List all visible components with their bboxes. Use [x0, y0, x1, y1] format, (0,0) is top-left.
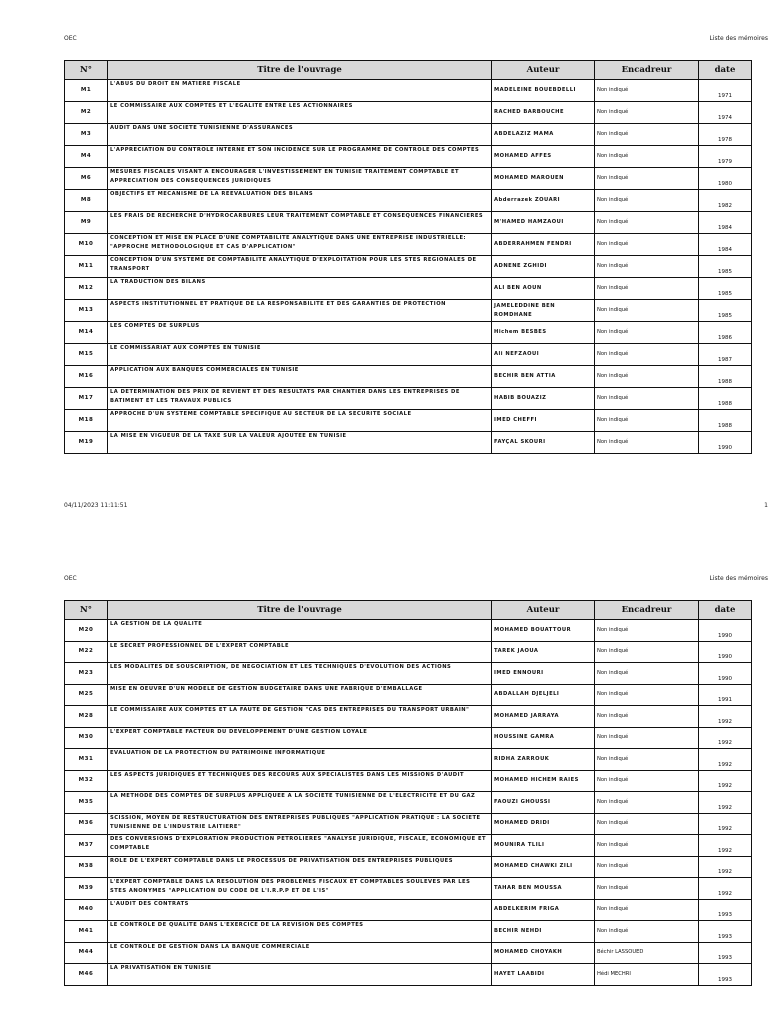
row-title: CONCEPTION D'UN SYSTEME DE COMPTABILITE ANALYTIQUE D'EXPLOITATION POUR LES STES REGIONALES DE TRANSPORT: [108, 256, 492, 278]
row-author: MADELEINE BOUEBDELLI: [492, 80, 595, 102]
footer-timestamp: 04/11/2023 11:11:51: [64, 502, 128, 509]
row-number: M39: [65, 878, 108, 900]
row-supervisor: Non indiqué: [595, 388, 699, 410]
table-row: [65, 921, 752, 943]
row-date: 1984: [699, 234, 752, 256]
table-row: [65, 80, 752, 102]
row-number: M3: [65, 124, 108, 146]
table-row: [65, 190, 752, 212]
row-supervisor: Non indiqué: [595, 878, 699, 900]
row-supervisor: Non indiqué: [595, 124, 699, 146]
row-author: TAREK JAOUA: [492, 641, 595, 663]
row-date: 1982: [699, 190, 752, 212]
row-supervisor: Non indiqué: [595, 168, 699, 190]
row-author: ABDELAZIZ MAMA: [492, 124, 595, 146]
row-number: M35: [65, 792, 108, 814]
row-date: 1992: [699, 770, 752, 792]
row-date: 1987: [699, 344, 752, 366]
table-row: [65, 344, 752, 366]
row-title: LA MISE EN VIGUEUR DE LA TAXE SUR LA VALEUR AJOUTEE EN TUNISIE: [108, 432, 492, 454]
row-title: LES COMPTES DE SURPLUS: [108, 322, 492, 344]
row-author: HAYET LAABIDI: [492, 964, 595, 986]
memoires-table-2: [64, 600, 752, 986]
row-title: L'APPRECIATION DU CONTROLE INTERNE ET SON INCIDENCE SUR LE PROGRAMME DE CONTROLE DES COMPTES: [108, 146, 492, 168]
row-date: 1988: [699, 366, 752, 388]
row-author: MOHAMED AFFES: [492, 146, 595, 168]
row-number: M32: [65, 770, 108, 792]
row-date: 1991: [699, 684, 752, 706]
row-number: M25: [65, 684, 108, 706]
row-number: M9: [65, 212, 108, 234]
row-date: 1985: [699, 256, 752, 278]
row-number: M6: [65, 168, 108, 190]
row-date: 1990: [699, 620, 752, 642]
table-row: [65, 856, 752, 878]
col-header-author: Auteur: [492, 601, 595, 620]
row-number: M31: [65, 749, 108, 771]
row-supervisor: Non indiqué: [595, 102, 699, 124]
table-row: [65, 813, 752, 835]
row-supervisor: Non indiqué: [595, 322, 699, 344]
row-title: LE SECRET PROFESSIONNEL DE L'EXPERT COMPTABLE: [108, 641, 492, 663]
row-title: LA DETERMINATION DES PRIX DE REVIENT ET DES RESULTATS PAR CHANTIER DANS LES ENTREPRISES DE BATIMENT ET LES TRAVAUX PUBLICS: [108, 388, 492, 410]
row-supervisor: Non indiqué: [595, 921, 699, 943]
footer-page-number: 1: [764, 502, 768, 509]
table-row: [65, 168, 752, 190]
table-row: [65, 234, 752, 256]
row-number: M20: [65, 620, 108, 642]
row-date: 1984: [699, 212, 752, 234]
row-supervisor: Non indiqué: [595, 727, 699, 749]
row-supervisor: Non indiqué: [595, 835, 699, 857]
row-number: M22: [65, 641, 108, 663]
row-author: RACHED BARBOUCHE: [492, 102, 595, 124]
row-date: 1971: [699, 80, 752, 102]
table-body: [65, 620, 752, 986]
row-number: M11: [65, 256, 108, 278]
row-number: M30: [65, 727, 108, 749]
row-title: LE COMMISSAIRE AUX COMPTES ET L'EGALITE ENTRE LES ACTIONNAIRES: [108, 102, 492, 124]
row-supervisor: Non indiqué: [595, 792, 699, 814]
row-author: ABDERRAHMEN FENDRI: [492, 234, 595, 256]
row-date: 1993: [699, 899, 752, 921]
row-date: 1993: [699, 921, 752, 943]
row-supervisor: Non indiqué: [595, 278, 699, 300]
row-number: M19: [65, 432, 108, 454]
table-row: [65, 146, 752, 168]
row-supervisor: Non indiqué: [595, 256, 699, 278]
row-author: IMED ENNOURI: [492, 663, 595, 685]
row-author: HOUSSINE GAMRA: [492, 727, 595, 749]
row-number: M38: [65, 856, 108, 878]
row-supervisor: Non indiqué: [595, 366, 699, 388]
row-number: M2: [65, 102, 108, 124]
table-row: [65, 878, 752, 900]
doc-title: Liste des mémoires: [709, 35, 768, 42]
row-title: ROLE DE L'EXPERT COMPTABLE DANS LE PROCESSUS DE PRIVATISATION DES ENTREPRISES PUBLIQUES: [108, 856, 492, 878]
row-supervisor: Non indiqué: [595, 234, 699, 256]
row-date: 1990: [699, 663, 752, 685]
row-author: ABDALLAH DJELJELI: [492, 684, 595, 706]
col-header-supervisor: Encadreur: [595, 601, 699, 620]
row-date: 1986: [699, 322, 752, 344]
row-date: 1979: [699, 146, 752, 168]
row-title: L'AUDIT DES CONTRATS: [108, 899, 492, 921]
table-row: [65, 835, 752, 857]
table-row: [65, 641, 752, 663]
table-row: [65, 410, 752, 432]
row-date: 1992: [699, 727, 752, 749]
table-row: [65, 942, 752, 964]
row-number: M36: [65, 813, 108, 835]
row-title: L'ABUS DU DROIT EN MATIERE FISCALE: [108, 80, 492, 102]
row-number: M16: [65, 366, 108, 388]
row-supervisor: Non indiqué: [595, 899, 699, 921]
row-date: 1988: [699, 388, 752, 410]
row-supervisor: Non indiqué: [595, 410, 699, 432]
org-label: OEC: [64, 575, 77, 582]
row-author: Ali NEFZAOUI: [492, 344, 595, 366]
table-row: [65, 792, 752, 814]
row-date: 1992: [699, 792, 752, 814]
row-author: MOHAMED HICHEM RAIES: [492, 770, 595, 792]
row-title: MESURES FISCALES VISANT A ENCOURAGER L'INVESTISSEMENT EN TUNISIE TRAITEMENT COMPTABLE ET APPRECIATION DES CONSEQUENCES JURIDIQUES: [108, 168, 492, 190]
row-title: LE COMMISSARIAT AUX COMPTES EN TUNISIE: [108, 344, 492, 366]
row-date: 1993: [699, 942, 752, 964]
table-row: [65, 256, 752, 278]
row-date: 1978: [699, 124, 752, 146]
row-title: LES MODALITES DE SOUSCRIPTION, DE NEGOCIATION ET LES TECHNIQUES D'EVOLUTION DES ACTIONS: [108, 663, 492, 685]
table-row: [65, 278, 752, 300]
row-title: LA TRADUCTION DES BILANS: [108, 278, 492, 300]
row-number: M40: [65, 899, 108, 921]
row-supervisor: Non indiqué: [595, 663, 699, 685]
table-row: [65, 684, 752, 706]
row-author: IMED CHEFFI: [492, 410, 595, 432]
table-row: [65, 620, 752, 642]
row-title: OBJECTIFS ET MECANISME DE LA REEVALUATION DES BILANS: [108, 190, 492, 212]
row-date: 1985: [699, 300, 752, 322]
row-supervisor: Non indiqué: [595, 190, 699, 212]
row-supervisor: Non indiqué: [595, 146, 699, 168]
row-supervisor: Non indiqué: [595, 80, 699, 102]
row-supervisor: Hédi MECHRI: [595, 964, 699, 986]
row-date: 1992: [699, 835, 752, 857]
row-date: 1990: [699, 432, 752, 454]
row-supervisor: Non indiqué: [595, 620, 699, 642]
table-row: [65, 322, 752, 344]
row-number: M15: [65, 344, 108, 366]
row-title: LE CONTROLE DE GESTION DANS LA BANQUE COMMERCIALE: [108, 942, 492, 964]
row-author: BECHIR BEN ATTIA: [492, 366, 595, 388]
table-row: [65, 964, 752, 986]
doc-title: Liste des mémoires: [709, 575, 768, 582]
row-author: MOHAMED MAROUEN: [492, 168, 595, 190]
row-number: M28: [65, 706, 108, 728]
org-label: OEC: [64, 35, 77, 42]
row-number: M17: [65, 388, 108, 410]
row-number: M41: [65, 921, 108, 943]
row-number: M37: [65, 835, 108, 857]
row-title: LES ASPECTS JURIDIQUES ET TECHNIQUES DES RECOURS AUX SPECIALISTES DANS LES MISSIONS D'AUDIT: [108, 770, 492, 792]
table-row: [65, 749, 752, 771]
row-supervisor: Béchir LASSOUED: [595, 942, 699, 964]
row-number: M8: [65, 190, 108, 212]
row-date: 1988: [699, 410, 752, 432]
col-header-title: Titre de l'ouvrage: [108, 61, 492, 80]
row-supervisor: Non indiqué: [595, 300, 699, 322]
row-date: 1992: [699, 878, 752, 900]
table-row: [65, 706, 752, 728]
row-supervisor: Non indiqué: [595, 856, 699, 878]
row-supervisor: Non indiqué: [595, 684, 699, 706]
page-2: [0, 560, 768, 1024]
table-row: [65, 300, 752, 322]
row-author: ADNENE ZGHIDI: [492, 256, 595, 278]
row-author: MOHAMED JARRAYA: [492, 706, 595, 728]
row-supervisor: Non indiqué: [595, 344, 699, 366]
col-header-num: N°: [65, 61, 108, 80]
row-date: 1992: [699, 749, 752, 771]
row-title: CONCEPTION ET MISE EN PLACE D'UNE COMPTABILITE ANALYTIQUE DANS UNE ENTREPRISE INDUSTRIELLE: "APPROCHE METHODOLOGIQUE ET CAS D'APPLICATION": [108, 234, 492, 256]
row-title: SCISSION, MOYEN DE RESTRUCTURATION DES ENTREPRISES PUBLIQUES "APPLICATION PRATIQUE : LA SOCIETE TUNISIENNE DE L'INDUSTRIE LAITIERE": [108, 813, 492, 835]
table-row: [65, 212, 752, 234]
row-supervisor: Non indiqué: [595, 212, 699, 234]
row-date: 1992: [699, 706, 752, 728]
row-author: MOUNIRA TLILI: [492, 835, 595, 857]
row-title: LA GESTION DE LA QUALITE: [108, 620, 492, 642]
row-supervisor: Non indiqué: [595, 749, 699, 771]
row-author: MOHAMED BOUATTOUR: [492, 620, 595, 642]
row-author: JAMELEDDINE BEN ROMDHANE: [492, 300, 595, 322]
row-number: M13: [65, 300, 108, 322]
row-title: DES CONVERSIONS D'EXPLORATION PRODUCTION PETROLIERES "ANALYSE JURIDIQUE, FISCALE, ECONOMIQUE ET COMPTABLE: [108, 835, 492, 857]
col-header-supervisor: Encadreur: [595, 61, 699, 80]
row-supervisor: Non indiqué: [595, 813, 699, 835]
row-title: L'EXPERT COMPTABLE DANS LA RESOLUTION DES PROBLEMES FISCAUX ET COMPTABLES SOULEVES PAR LES STES ANONYMES "APPLICATION DU CODE DE L'I.R.P.P ET DE L'IS": [108, 878, 492, 900]
row-title: L'EXPERT COMPTABLE FACTEUR DU DEVELOPPEMENT D'UNE GESTION LOYALE: [108, 727, 492, 749]
table-row: [65, 366, 752, 388]
table-header-row: [65, 601, 752, 620]
row-author: Hichem BESBES: [492, 322, 595, 344]
row-title: ASPECTS INSTITUTIONNEL ET PRATIQUE DE LA RESPONSABILITE ET DES GARANTIES DE PROTECTION: [108, 300, 492, 322]
table-row: [65, 388, 752, 410]
row-author: M'HAMED HAMZAOUI: [492, 212, 595, 234]
row-number: M1: [65, 80, 108, 102]
row-author: Abderrazek ZOUARI: [492, 190, 595, 212]
row-date: 1990: [699, 641, 752, 663]
row-date: 1992: [699, 813, 752, 835]
table-body: [65, 80, 752, 454]
col-header-title: Titre de l'ouvrage: [108, 601, 492, 620]
row-number: M10: [65, 234, 108, 256]
row-title: AUDIT DANS UNE SOCIETE TUNISIENNE D'ASSURANCES: [108, 124, 492, 146]
row-number: M44: [65, 942, 108, 964]
row-date: 1992: [699, 856, 752, 878]
row-author: MOHAMED DRIDI: [492, 813, 595, 835]
col-header-date: date: [699, 601, 752, 620]
memoires-table-1: [64, 60, 752, 454]
row-author: FAOUZI GHOUSSI: [492, 792, 595, 814]
row-author: BECHIR NEHDI: [492, 921, 595, 943]
table-row: [65, 899, 752, 921]
row-author: ABDELKERIM FRIGA: [492, 899, 595, 921]
row-supervisor: Non indiqué: [595, 770, 699, 792]
col-header-date: date: [699, 61, 752, 80]
row-title: LA METHODE DES COMPTES DE SURPLUS APPLIQUEE A LA SOCIETE TUNISIENNE DE L'ELECTRICITE ET DU GAZ: [108, 792, 492, 814]
table-row: [65, 102, 752, 124]
row-date: 1980: [699, 168, 752, 190]
row-date: 1985: [699, 278, 752, 300]
table-row: [65, 770, 752, 792]
row-author: ALI BEN AOUN: [492, 278, 595, 300]
table-header-row: [65, 61, 752, 80]
row-title: LE CONTROLE DE QUALITE DANS L'EXERCICE DE LA REVISION DES COMPTES: [108, 921, 492, 943]
row-number: M4: [65, 146, 108, 168]
row-title: APPROCHE D'UN SYSTEME COMPTABLE SPECIFIQUE AU SECTEUR DE LA SECURITE SOCIALE: [108, 410, 492, 432]
row-number: M12: [65, 278, 108, 300]
row-date: 1974: [699, 102, 752, 124]
row-author: MOHAMED CHAWKI ZILI: [492, 856, 595, 878]
row-title: LE COMMISSAIRE AUX COMPTES ET LA FAUTE DE GESTION "CAS DES ENTREPRISES DU TRANSPORT URBAIN": [108, 706, 492, 728]
row-supervisor: Non indiqué: [595, 706, 699, 728]
row-author: MOHAMED CHOYAKH: [492, 942, 595, 964]
row-title: LES FRAIS DE RECHERCHE D'HYDROCARBURES LEUR TRAITEMENT COMPTABLE ET CONSEQUENCES FINANCIERES: [108, 212, 492, 234]
table-row: [65, 124, 752, 146]
row-title: APPLICATION AUX BANQUES COMMERCIALES EN TUNISIE: [108, 366, 492, 388]
col-header-author: Auteur: [492, 61, 595, 80]
row-author: FAYÇAL SKOURI: [492, 432, 595, 454]
row-title: EVALUATION DE LA PROTECTION DU PATRIMOINE INFORMATIQUE: [108, 749, 492, 771]
table-row: [65, 663, 752, 685]
table-row: [65, 432, 752, 454]
row-author: TAHAR BEN MOUSSA: [492, 878, 595, 900]
row-author: RIDHA ZARROUK: [492, 749, 595, 771]
row-date: 1993: [699, 964, 752, 986]
row-number: M46: [65, 964, 108, 986]
row-number: M23: [65, 663, 108, 685]
row-title: LA PRIVATISATION EN TUNISIE: [108, 964, 492, 986]
table-row: [65, 727, 752, 749]
row-author: HABIB BOUAZIZ: [492, 388, 595, 410]
row-supervisor: Non indiqué: [595, 641, 699, 663]
row-number: M14: [65, 322, 108, 344]
row-title: MISE EN OEUVRE D'UN MODELE DE GESTION BUDGETAIRE DANS UNE FABRIQUE D'EMBALLAGE: [108, 684, 492, 706]
row-supervisor: Non indiqué: [595, 432, 699, 454]
row-number: M18: [65, 410, 108, 432]
col-header-num: N°: [65, 601, 108, 620]
